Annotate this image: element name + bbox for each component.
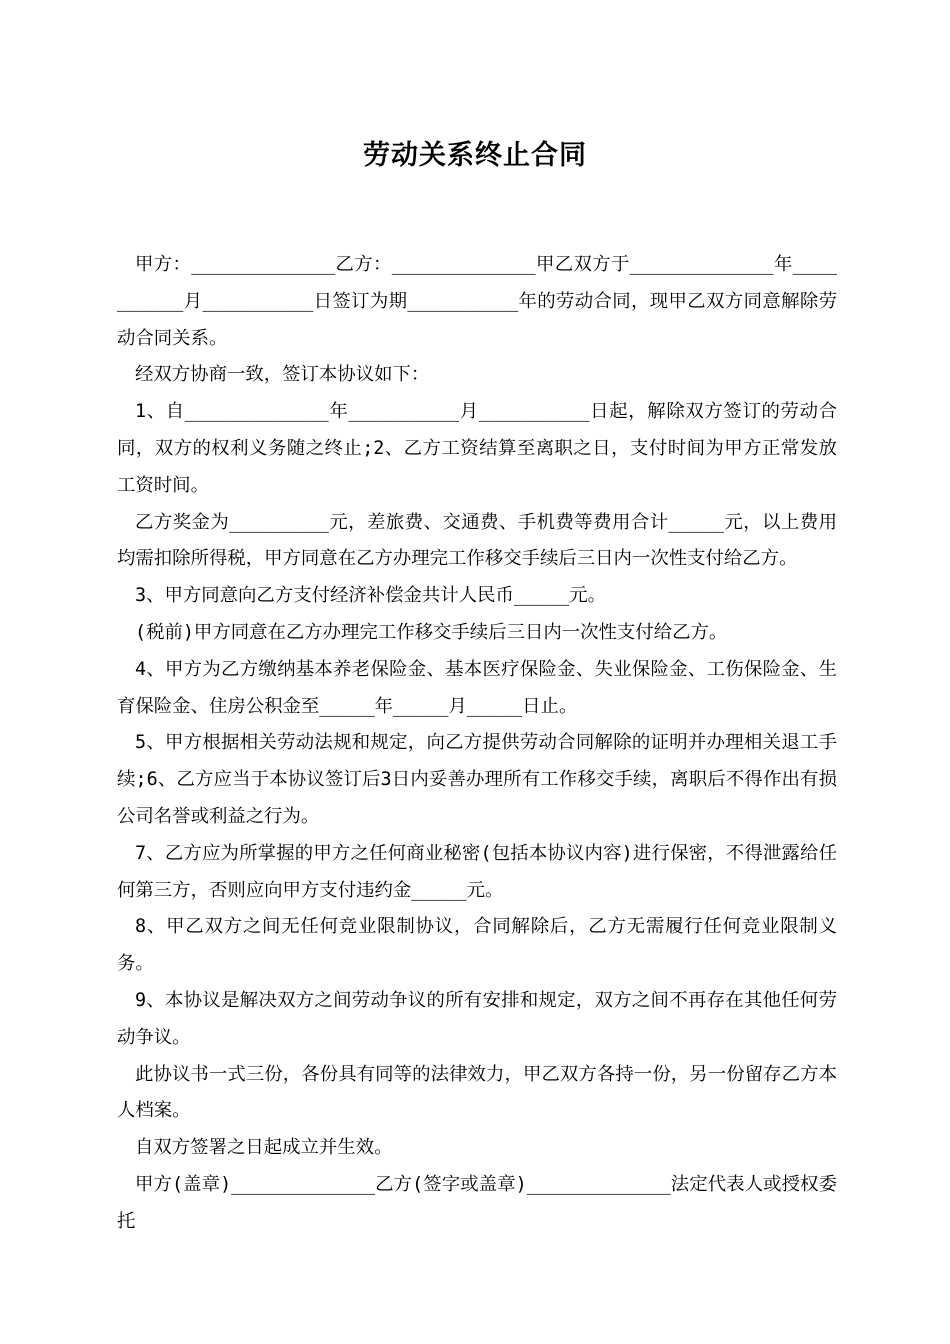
paragraph-clause-9: 9、本协议是解决双方之间劳动争议的所有安排和规定，双方之间不再存在其他任何劳动争议。	[117, 989, 837, 1048]
paragraph-clause-5-6: 5、甲方根据相关劳动法规和规定，向乙方提供劳动合同解除的证明并办理相关退工手续;6、乙方应当于本协议签订后3日内妥善办理所有工作移交手续，离职后不得作出有损公司名誉或利益之行为。	[117, 732, 837, 827]
document-body	[117, 247, 837, 1241]
paragraph-parties: 甲方：_____________乙方：_____________甲乙双方于_____________年__________月__________日签订为期__________年的劳动合同，现甲乙双方同意解除劳动合同关系。	[117, 254, 837, 349]
paragraph-agreement-intro: 经双方协商一致，签订本协议如下：	[135, 364, 430, 386]
paragraph-clause-3: 3、甲方同意向乙方支付经济补偿金共计人民币_____元。	[135, 585, 607, 607]
paragraph-clause-4: 4、甲方为乙方缴纳基本养老保险金、基本医疗保险金、失业保险金、工伤保险金、生育保险金、住房公积金至_____年_____月_____日止。	[117, 658, 837, 717]
paragraph-copies: 此协议书一式三份，各份具有同等的法律效力，甲乙双方各持一份，另一份留存乙方本人档案。	[117, 1063, 837, 1122]
paragraph-signatures: 甲方(盖章)_____________乙方(签字或盖章)_____________法定代表人或授权委托	[117, 1173, 837, 1232]
paragraph-bonus-expenses: 乙方奖金为_________元，差旅费、交通费、手机费等费用合计_____元，以上费用均需扣除所得税，甲方同意在乙方办理完工作移交手续后三日内一次性支付给乙方。	[117, 511, 837, 570]
paragraph-clause-8: 8、甲乙双方之间无任何竞业限制协议，合同解除后，乙方无需履行任何竞业限制义务。	[117, 916, 837, 975]
paragraph-pretax-payment: (税前)甲方同意在乙方办理完工作移交手续后三日内一次性支付给乙方。	[135, 621, 728, 643]
paragraph-clause-7: 7、乙方应为所掌握的甲方之任何商业秘密(包括本协议内容)进行保密，不得泄露给任何第三方，否则应向甲方支付违约金_____元。	[117, 842, 837, 901]
document-title: 劳动关系终止合同	[363, 140, 587, 171]
paragraph-clause-1-2: 1、自_____________年__________月__________日起，解除双方签订的劳动合同，双方的权利义务随之终止;2、乙方工资结算至离职之日，支付时间为甲方正常发放工资时间。	[117, 401, 837, 496]
paragraph-effective: 自双方签署之日起成立并生效。	[135, 1137, 393, 1159]
